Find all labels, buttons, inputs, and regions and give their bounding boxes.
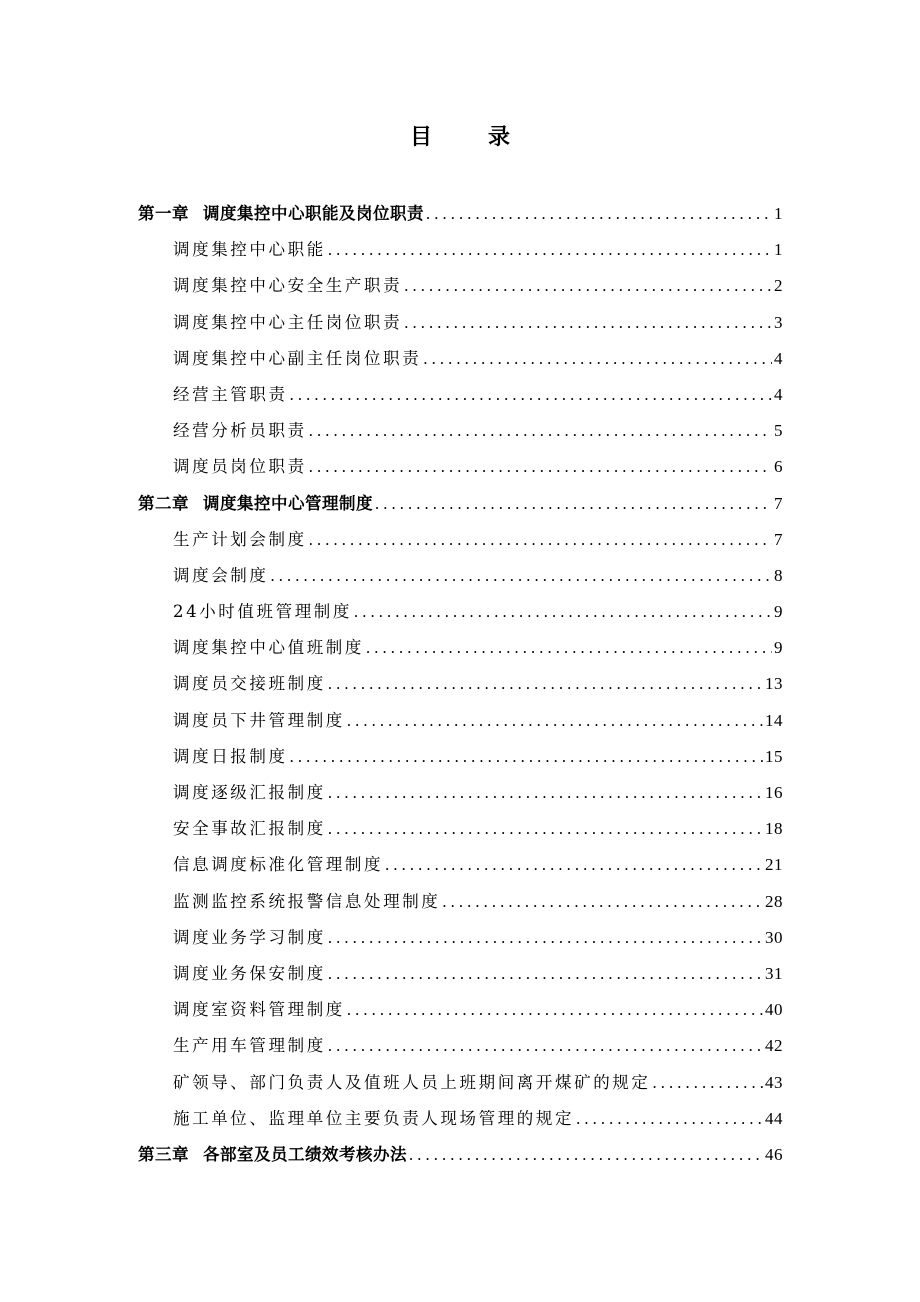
dot-leader [354,598,772,626]
toc-entry[interactable] [138,707,783,743]
entry-title: 矿领导、部门负责人及值班人员上班期间离开煤矿的规定 [173,1072,651,1092]
toc-entry[interactable] [138,272,783,308]
page-number: 15 [765,746,783,766]
page-number: 18 [765,819,783,839]
dot-leader [375,490,772,518]
page-number: 16 [765,783,783,802]
entry-title: 施工单位、监理单位主要负责人现场管理的规定 [173,1108,575,1128]
chapter-title: 调度集控中心职能及岗位职责 [203,204,424,223]
page-number: 21 [765,855,783,875]
entry-title: 调度集控中心值班制度 [173,638,364,658]
dot-leader [385,851,763,879]
toc-entry[interactable] [138,381,783,417]
toc-entry[interactable] [138,598,783,634]
entry-title: 调度室资料管理制度 [173,1000,345,1020]
dot-leader [328,779,763,807]
dot-leader [309,417,772,445]
toc-entry[interactable] [138,309,783,345]
dot-leader [409,1141,763,1169]
toc-entry[interactable] [138,743,783,779]
page-number: 42 [765,1036,783,1056]
page-number: 4 [774,384,783,404]
entry-title: 信息调度标准化管理制度 [173,855,384,875]
toc-entry[interactable] [138,345,783,381]
entry-title: 调度集控中心副主任岗位职责 [173,348,422,368]
toc-chapter-1[interactable] [138,200,783,236]
toc-entry[interactable] [138,634,783,670]
entry-title: 调度业务保安制度 [173,963,326,983]
chapter-number: 第一章 [138,204,189,223]
toc-entry[interactable] [138,960,783,996]
dot-leader [328,670,763,698]
entry-title: 生产计划会制度 [173,529,307,549]
page-number: 30 [765,927,783,947]
toc-entry[interactable] [138,417,783,453]
entry-title: 调度日报制度 [173,746,288,766]
entry-title: 调度集控中心主任岗位职责 [173,312,403,332]
toc-entry[interactable] [138,670,783,706]
dot-leader [328,236,772,264]
toc-entry[interactable] [138,779,783,815]
dot-leader [309,453,772,481]
dot-leader [366,634,772,662]
chapter-number: 第三章 [138,1144,189,1164]
toc-entry[interactable] [138,526,783,562]
toc-entry[interactable] [138,1032,783,1068]
entry-title: 监测监控系统报警信息处理制度 [173,891,441,911]
title-char-2: 录 [488,124,511,150]
dot-leader [404,309,772,337]
entry-title: 调度员下井管理制度 [173,710,345,730]
dot-leader [347,707,763,735]
page-number: 43 [765,1072,783,1092]
page-number: 1 [774,240,783,260]
dot-leader [328,960,763,988]
chapter-number: 第二章 [138,493,189,513]
toc-entry[interactable] [138,1069,783,1105]
entry-title: 调度员交接班制度 [173,674,326,694]
toc-entry[interactable] [138,1105,783,1141]
entry-title: 生产用车管理制度 [173,1036,326,1056]
page-number: 31 [765,963,783,983]
dot-leader [423,345,772,373]
toc-entry[interactable] [138,815,783,851]
dot-leader [328,815,763,843]
page-title [0,120,920,151]
toc-entry[interactable] [138,236,783,272]
dot-leader [576,1105,763,1133]
page-number: 1 [774,204,783,223]
toc-entry[interactable] [138,453,783,489]
page-number: 46 [765,1144,783,1164]
toc-entry[interactable] [138,851,783,887]
dot-leader [328,924,763,952]
entry-title: 调度逐级汇报制度 [173,783,326,802]
chapter-title: 调度集控中心管理制度 [203,493,373,513]
page-number: 7 [774,529,783,549]
page-number: 8 [774,565,783,585]
entry-title: 调度会制度 [173,565,269,585]
dot-leader [442,888,763,916]
page-number: 28 [765,891,783,911]
page-number: 7 [774,493,783,513]
dot-leader [653,1069,764,1097]
table-of-contents [138,200,783,1177]
page-number: 2 [774,276,783,296]
page-number: 9 [774,638,783,658]
chapter-title: 各部室及员工绩效考核办法 [203,1144,407,1164]
page-number: 40 [765,1000,783,1020]
entry-title: 调度集控中心安全生产职责 [173,276,403,296]
page-number: 6 [774,457,783,477]
entry-title: 24小时值班管理制度 [173,602,352,622]
dot-leader [290,743,763,771]
page-number: 5 [774,421,783,441]
toc-chapter-2[interactable] [138,490,783,526]
page-number: 4 [774,348,783,368]
dot-leader [328,1032,763,1060]
dot-leader [426,200,772,228]
page-number: 14 [765,710,783,730]
toc-chapter-3[interactable] [138,1141,783,1177]
toc-entry[interactable] [138,562,783,598]
entry-title: 经营分析员职责 [173,421,307,441]
page-number: 44 [765,1108,783,1128]
dot-leader [347,996,763,1024]
entry-title: 调度业务学习制度 [173,927,326,947]
page-number: 3 [774,312,783,332]
entry-title: 经营主管职责 [173,384,288,404]
entry-title: 调度员岗位职责 [173,457,307,477]
dot-leader [271,562,773,590]
toc-entry[interactable] [138,888,783,924]
entry-title: 调度集控中心职能 [173,240,326,260]
page-number: 9 [774,602,783,622]
dot-leader [290,381,772,409]
toc-entry[interactable] [138,924,783,960]
dot-leader [404,272,772,300]
entry-title: 安全事故汇报制度 [173,819,326,839]
dot-leader [309,526,772,554]
title-char-1: 目 [409,124,432,150]
page-number: 13 [765,674,783,694]
toc-entry[interactable] [138,996,783,1032]
